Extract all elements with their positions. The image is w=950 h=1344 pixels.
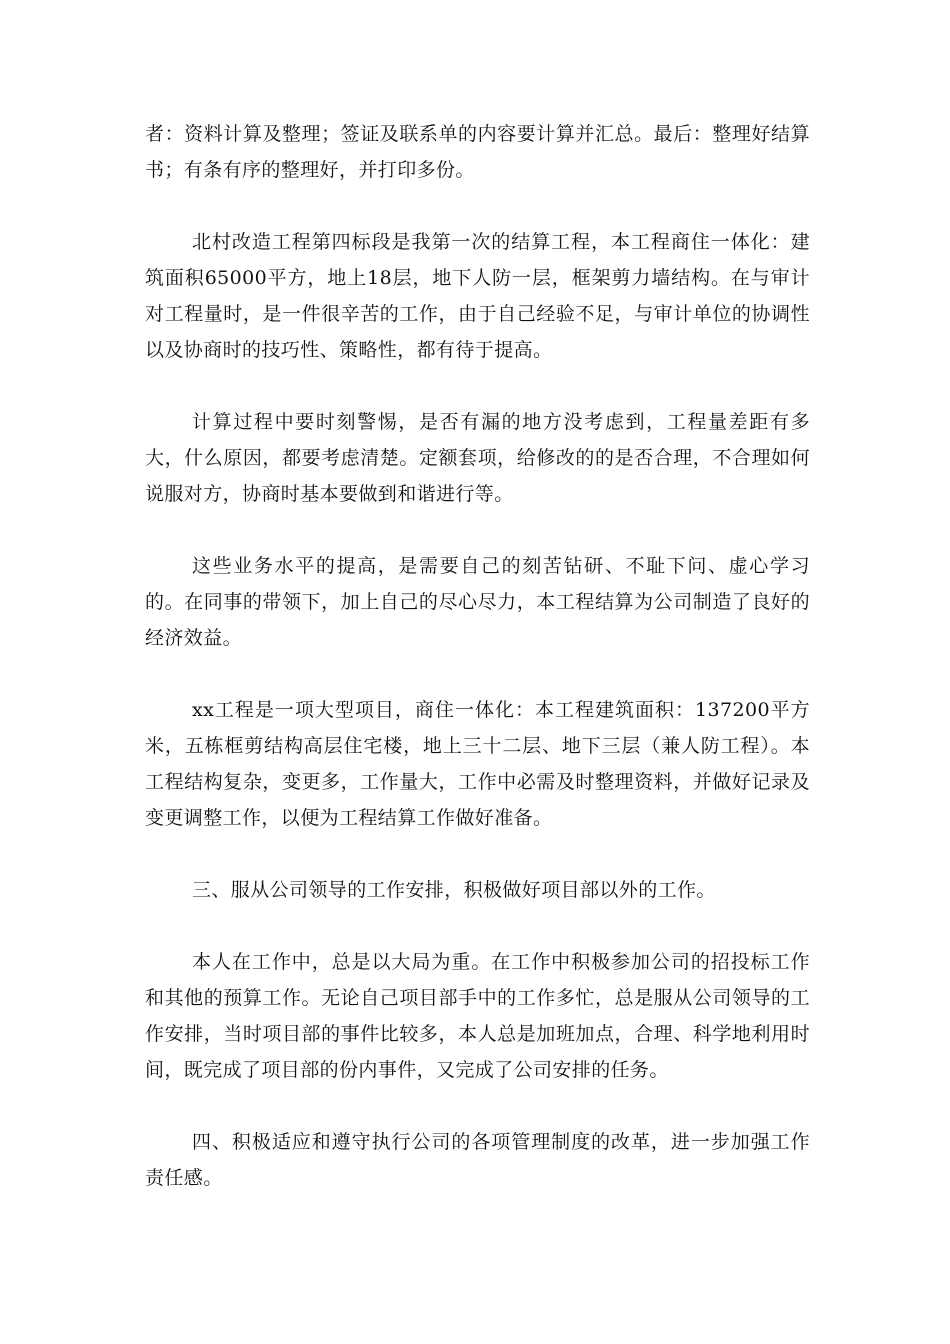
paragraph-xx-project: xx工程是一项大型项目，商住一体化：本工程建筑面积：137200平方米，五栋框剪结构高层住宅楼，地上三十二层、地下三层（兼人防工程）。本工程结构复杂，变更多，工作量大，工作中必需及时整理资料，并做好记录及变更调整工作，以便为工程结算工作做好准备。	[145, 699, 810, 829]
document-body	[145, 116, 810, 1232]
paragraph-beicun-settlement: 北村改造工程第四标段是我第一次的结算工程，本工程商住一体化：建筑面积65000平方，地上18层，地下人防一层，框架剪力墙结构。在与审计对工程量时，是一件很辛苦的工作，由于自己经验不足，与审计单位的协调性以及协商时的技巧性、策略性，都有待于提高。	[145, 231, 810, 361]
section-heading-four: 四、积极适应和遵守执行公司的各项管理制度的改革，进一步加强工作责任感。	[145, 1131, 810, 1189]
paragraph-continued: 者：资料计算及整理；签证及联系单的内容要计算并汇总。最后：整理好结算书；有条有序的整理好，并打印多份。	[145, 123, 810, 181]
paragraph-calculation-process: 计算过程中要时刻警惕，是否有漏的地方没考虑到，工程量差距有多大，什么原因，都要考虑清楚。定额套项，给修改的的是否合理，不合理如何说服对方，协商时基本要做到和谐进行等。	[145, 411, 810, 505]
section-heading-three: 三、服从公司领导的工作安排，积极做好项目部以外的工作。	[192, 879, 716, 901]
paragraph-skill-improvement: 这些业务水平的提高，是需要自己的刻苦钻研、不耻下问、虚心学习的。在同事的带领下，加上自己的尽心尽力，本工程结算为公司制造了良好的经济效益。	[145, 555, 810, 649]
paragraph-overall-situation: 本人在工作中，总是以大局为重。在工作中积极参加公司的招投标工作和其他的预算工作。无论自己项目部手中的工作多忙，总是服从公司领导的工作安排，当时项目部的事件比较多，本人总是加班加点，合理、科学地利用时间，既完成了项目部的份内事件，又完成了公司安排的任务。	[145, 951, 810, 1081]
